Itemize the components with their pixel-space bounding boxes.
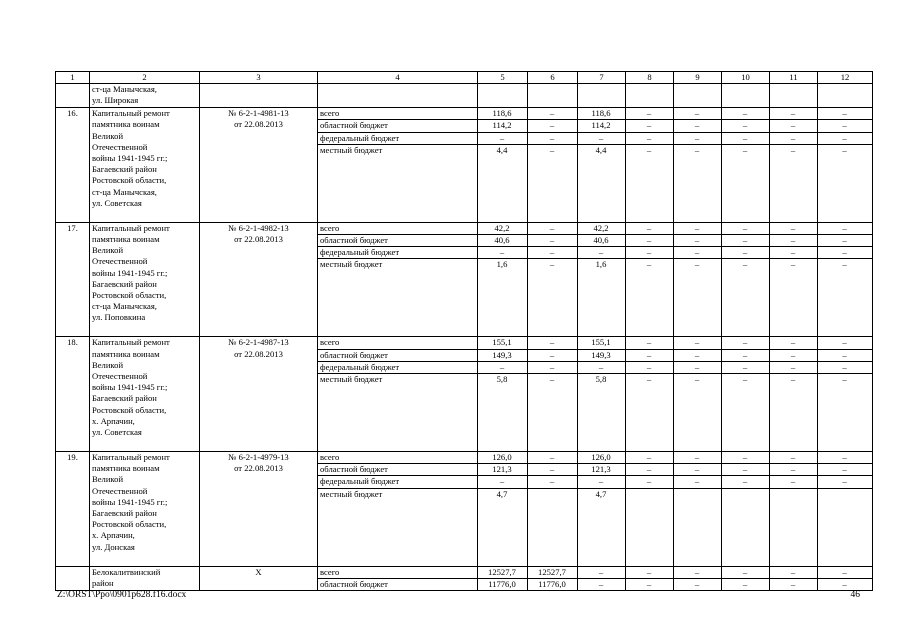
amount-cell: –: [626, 361, 674, 373]
amount-cell: –: [626, 476, 674, 488]
row-number: 19.: [56, 452, 90, 567]
amount-cell: –: [722, 464, 770, 476]
amount-cell: –: [722, 578, 770, 590]
amount-cell: –: [818, 132, 873, 144]
amount-cell: –: [770, 476, 818, 488]
amount-cell: –: [528, 235, 578, 247]
amount-cell: 121,3: [578, 464, 626, 476]
amount-cell: –: [528, 349, 578, 361]
amount-cell: 1,6: [578, 259, 626, 337]
amount-cell: [722, 488, 770, 566]
amount-cell: –: [626, 374, 674, 452]
amount-cell: –: [578, 361, 626, 373]
column-header: 3: [200, 72, 318, 84]
amount-cell: –: [722, 235, 770, 247]
amount-cell: –: [674, 374, 722, 452]
amount-cell: –: [626, 132, 674, 144]
amount-cell: –: [626, 222, 674, 234]
amount-cell: –: [674, 120, 722, 132]
amount-cell: –: [722, 247, 770, 259]
amount-cell: 42,2: [578, 222, 626, 234]
object-name: ст-ца Манычская, ул. Широкая: [90, 84, 200, 108]
amount-cell: 118,6: [578, 108, 626, 120]
empty-cell: [318, 84, 478, 108]
table-row: [56, 108, 873, 120]
amount-cell: 155,1: [478, 337, 528, 349]
amount-cell: –: [528, 374, 578, 452]
funding-source: всего: [318, 337, 478, 349]
amount-cell: 5,8: [578, 374, 626, 452]
row-number: 18.: [56, 337, 90, 452]
amount-cell: –: [528, 144, 578, 222]
funding-source: местный бюджет: [318, 259, 478, 337]
column-header: 7: [578, 72, 626, 84]
funding-source: областной бюджет: [318, 235, 478, 247]
file-path: Z:\ORST\Ppo\0901p628.f16.docx: [57, 590, 187, 600]
funding-source: всего: [318, 452, 478, 464]
amount-cell: –: [770, 222, 818, 234]
amount-cell: –: [674, 464, 722, 476]
amount-cell: 1,6: [478, 259, 528, 337]
amount-cell: 40,6: [478, 235, 528, 247]
column-header: 4: [318, 72, 478, 84]
amount-cell: –: [674, 566, 722, 578]
amount-cell: 12527,7: [478, 566, 528, 578]
amount-cell: –: [818, 247, 873, 259]
funding-source: областной бюджет: [318, 120, 478, 132]
amount-cell: 149,3: [578, 349, 626, 361]
amount-cell: –: [674, 235, 722, 247]
continuation-row: [56, 84, 873, 108]
amount-cell: –: [626, 259, 674, 337]
amount-cell: –: [528, 452, 578, 464]
amount-cell: –: [528, 337, 578, 349]
column-header: 11: [770, 72, 818, 84]
amount-cell: 149,3: [478, 349, 528, 361]
amount-cell: –: [528, 464, 578, 476]
row-number: 16.: [56, 108, 90, 223]
amount-cell: –: [770, 452, 818, 464]
amount-cell: –: [674, 578, 722, 590]
row-number: [56, 566, 90, 590]
amount-cell: –: [478, 247, 528, 259]
amount-cell: 155,1: [578, 337, 626, 349]
empty-cell: [578, 84, 626, 108]
amount-cell: –: [818, 259, 873, 337]
amount-cell: –: [818, 235, 873, 247]
amount-cell: –: [626, 464, 674, 476]
contract-number: № 6-2-1-4982-13 от 22.08.2013: [200, 222, 318, 337]
amount-cell: –: [674, 259, 722, 337]
amount-cell: –: [478, 361, 528, 373]
amount-cell: –: [626, 144, 674, 222]
funding-source: федеральный бюджет: [318, 247, 478, 259]
funding-source: федеральный бюджет: [318, 361, 478, 373]
amount-cell: –: [770, 566, 818, 578]
amount-cell: –: [578, 132, 626, 144]
amount-cell: –: [674, 144, 722, 222]
amount-cell: 121,3: [478, 464, 528, 476]
amount-cell: [626, 488, 674, 566]
amount-cell: –: [770, 361, 818, 373]
funding-source: федеральный бюджет: [318, 476, 478, 488]
column-header: 8: [626, 72, 674, 84]
contract-number: X: [200, 566, 318, 590]
funding-source: всего: [318, 108, 478, 120]
amount-cell: –: [674, 337, 722, 349]
amount-cell: 4,4: [478, 144, 528, 222]
amount-cell: –: [528, 120, 578, 132]
amount-cell: –: [722, 349, 770, 361]
funding-source: местный бюджет: [318, 488, 478, 566]
amount-cell: –: [674, 476, 722, 488]
amount-cell: –: [722, 259, 770, 337]
amount-cell: –: [528, 247, 578, 259]
amount-cell: 42,2: [478, 222, 528, 234]
amount-cell: –: [674, 132, 722, 144]
amount-cell: –: [478, 132, 528, 144]
amount-cell: –: [770, 337, 818, 349]
amount-cell: 114,2: [578, 120, 626, 132]
amount-cell: [770, 488, 818, 566]
header-row: [56, 72, 873, 84]
amount-cell: –: [818, 578, 873, 590]
amount-cell: [818, 488, 873, 566]
amount-cell: 4,4: [578, 144, 626, 222]
funding-source: областной бюджет: [318, 349, 478, 361]
amount-cell: –: [674, 222, 722, 234]
amount-cell: –: [818, 222, 873, 234]
amount-cell: –: [818, 120, 873, 132]
amount-cell: –: [818, 464, 873, 476]
column-header: 12: [818, 72, 873, 84]
amount-cell: –: [626, 578, 674, 590]
amount-cell: –: [770, 247, 818, 259]
amount-cell: –: [626, 120, 674, 132]
amount-cell: –: [626, 349, 674, 361]
amount-cell: 126,0: [578, 452, 626, 464]
amount-cell: –: [818, 374, 873, 452]
object-name: Капитальный ремонт памятника воинам Великой Отечественной войны 1941-1945 гг.; Багаевский район Ростовской области, х. Арпачин, ул. Советская: [90, 337, 200, 452]
empty-cell: [818, 84, 873, 108]
empty-cell: [200, 84, 318, 108]
amount-cell: –: [818, 361, 873, 373]
contract-number: № 6-2-1-4979-13 от 22.08.2013: [200, 452, 318, 567]
amount-cell: –: [674, 452, 722, 464]
amount-cell: –: [722, 132, 770, 144]
amount-cell: –: [770, 235, 818, 247]
empty-cell: [478, 84, 528, 108]
empty-cell: [770, 84, 818, 108]
amount-cell: –: [818, 337, 873, 349]
empty-cell: [528, 84, 578, 108]
amount-cell: [528, 488, 578, 566]
funding-source: областной бюджет: [318, 464, 478, 476]
amount-cell: –: [770, 349, 818, 361]
amount-cell: –: [674, 108, 722, 120]
amount-cell: –: [674, 247, 722, 259]
amount-cell: –: [626, 235, 674, 247]
amount-cell: –: [722, 452, 770, 464]
empty-cell: [722, 84, 770, 108]
amount-cell: –: [770, 144, 818, 222]
funding-source: всего: [318, 566, 478, 578]
amount-cell: –: [674, 361, 722, 373]
table-row: [56, 222, 873, 234]
empty-cell: [674, 84, 722, 108]
column-header: 1: [56, 72, 90, 84]
object-name: Капитальный ремонт памятника воинам Великой Отечественной войны 1941-1945 гг.; Багаевский район Ростовской области, ст-ца Манычская, ул. Советская: [90, 108, 200, 223]
amount-cell: –: [818, 144, 873, 222]
column-header: 10: [722, 72, 770, 84]
amount-cell: –: [578, 578, 626, 590]
amount-cell: –: [722, 374, 770, 452]
amount-cell: –: [578, 566, 626, 578]
amount-cell: 11776,0: [478, 578, 528, 590]
amount-cell: –: [770, 464, 818, 476]
amount-cell: –: [722, 222, 770, 234]
district-name: Белокалитвинский район: [90, 566, 200, 590]
page-number: 46: [850, 590, 860, 600]
amount-cell: 40,6: [578, 235, 626, 247]
amount-cell: –: [770, 120, 818, 132]
amount-cell: –: [478, 476, 528, 488]
object-name: Капитальный ремонт памятника воинам Великой Отечественной войны 1941-1945 гг.; Багаевский район Ростовской области, х. Арпачин, ул. Донская: [90, 452, 200, 567]
amount-cell: [674, 488, 722, 566]
amount-cell: –: [528, 222, 578, 234]
contract-number: № 6-2-1-4981-13 от 22.08.2013: [200, 108, 318, 223]
amount-cell: –: [722, 361, 770, 373]
amount-cell: –: [626, 337, 674, 349]
amount-cell: –: [818, 566, 873, 578]
amount-cell: –: [528, 476, 578, 488]
funding-source: местный бюджет: [318, 144, 478, 222]
amount-cell: 4,7: [478, 488, 528, 566]
amount-cell: –: [626, 452, 674, 464]
amount-cell: –: [578, 476, 626, 488]
funding-source: областной бюджет: [318, 578, 478, 590]
funding-source: федеральный бюджет: [318, 132, 478, 144]
amount-cell: –: [528, 108, 578, 120]
column-header: 6: [528, 72, 578, 84]
amount-cell: 118,6: [478, 108, 528, 120]
table-row: [56, 452, 873, 464]
amount-cell: –: [722, 144, 770, 222]
amount-cell: –: [528, 132, 578, 144]
amount-cell: –: [770, 108, 818, 120]
column-header: 2: [90, 72, 200, 84]
amount-cell: –: [674, 349, 722, 361]
amount-cell: –: [770, 578, 818, 590]
amount-cell: –: [626, 566, 674, 578]
amount-cell: 11776,0: [528, 578, 578, 590]
amount-cell: –: [770, 374, 818, 452]
funding-source: всего: [318, 222, 478, 234]
amount-cell: –: [722, 566, 770, 578]
amount-cell: –: [626, 108, 674, 120]
amount-cell: 126,0: [478, 452, 528, 464]
row-number: [56, 84, 90, 108]
column-header: 5: [478, 72, 528, 84]
amount-cell: 5,8: [478, 374, 528, 452]
amount-cell: –: [770, 259, 818, 337]
amount-cell: –: [528, 361, 578, 373]
funding-source: местный бюджет: [318, 374, 478, 452]
amount-cell: –: [722, 337, 770, 349]
amount-cell: 4,7: [578, 488, 626, 566]
table-row: [56, 566, 873, 578]
amount-cell: –: [818, 108, 873, 120]
amount-cell: –: [722, 108, 770, 120]
column-header: 9: [674, 72, 722, 84]
amount-cell: –: [528, 259, 578, 337]
amount-cell: –: [722, 120, 770, 132]
empty-cell: [626, 84, 674, 108]
amount-cell: –: [770, 132, 818, 144]
object-name: Капитальный ремонт памятника воинам Великой Отечественной войны 1941-1945 гг.; Багаевский район Ростовской области, ст-ца Манычская, ул. Поповкина: [90, 222, 200, 337]
contract-number: № 6-2-1-4987-13 от 22.08.2013: [200, 337, 318, 452]
budget-table: [55, 71, 873, 591]
amount-cell: 12527,7: [528, 566, 578, 578]
amount-cell: –: [578, 247, 626, 259]
table-row: [56, 337, 873, 349]
amount-cell: –: [722, 476, 770, 488]
amount-cell: –: [626, 247, 674, 259]
amount-cell: –: [818, 452, 873, 464]
amount-cell: –: [818, 476, 873, 488]
amount-cell: –: [818, 349, 873, 361]
row-number: 17.: [56, 222, 90, 337]
amount-cell: 114,2: [478, 120, 528, 132]
